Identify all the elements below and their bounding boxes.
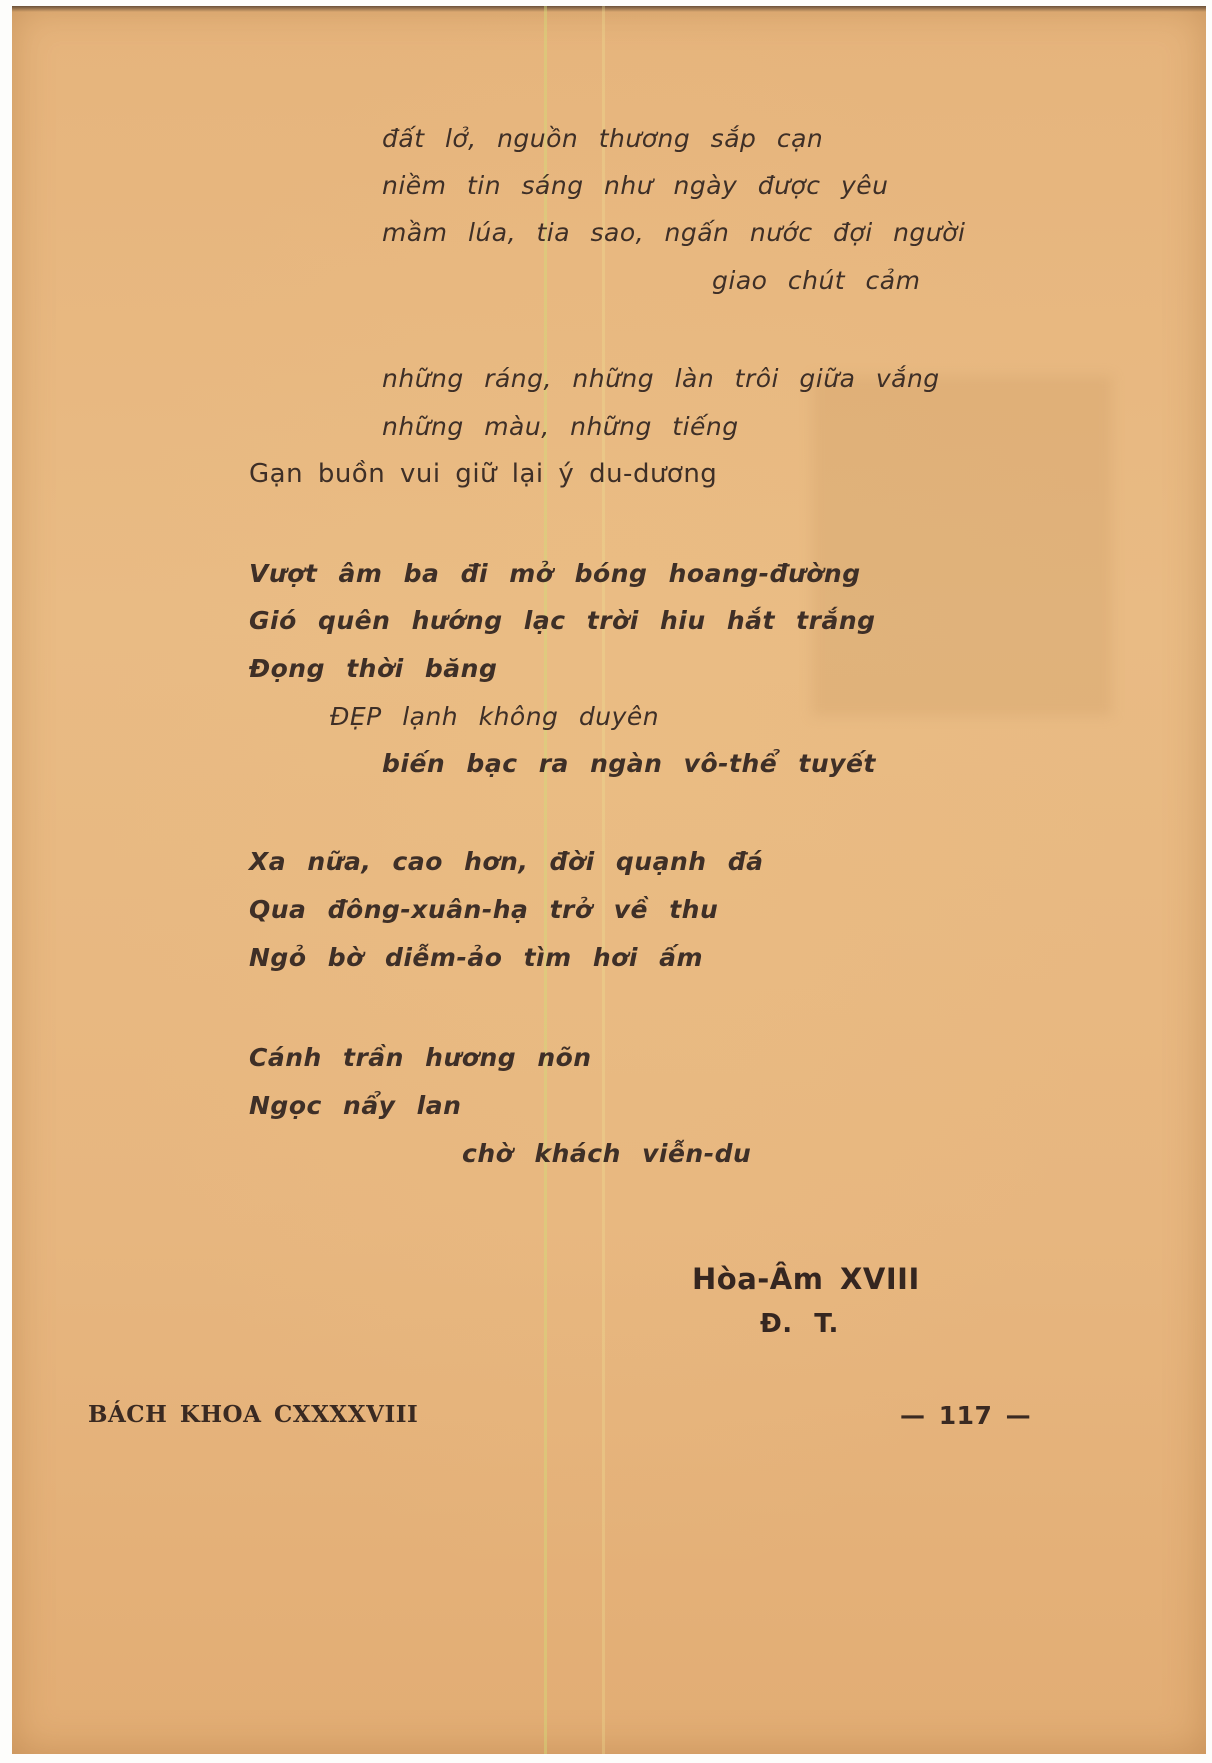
poem-line: Gạn buồn vui giữ lại ý du-dương: [249, 459, 718, 489]
page-crease: [544, 6, 547, 1754]
poem-line: Ngỏ bờ diễm-ảo tìm hơi ấm: [249, 943, 704, 972]
page-crease: [602, 6, 605, 1754]
poem-line: những ráng, những làn trôi giữa vắng: [382, 364, 940, 393]
poem-line: Gió quên hướng lạc trời hiu hắt trắng: [249, 606, 876, 635]
poem-line: đất lở, nguồn thương sắp cạn: [382, 124, 824, 153]
ink-bleed-stain: [812, 376, 1112, 716]
poem-line: Vượt âm ba đi mở bóng hoang-đường: [249, 559, 861, 588]
poem-line: giao chút cảm: [712, 266, 921, 295]
poem-line: những màu, những tiếng: [382, 412, 739, 441]
poem-line: chờ khách viễn-du: [462, 1139, 752, 1168]
poem-line: Ngọc nẩy lan: [249, 1091, 462, 1120]
publication-name: BÁCH KHOA CXXXXVIII: [88, 1401, 419, 1428]
poem-line: ĐẸP lạnh không duyên: [330, 702, 660, 731]
poem-title-signature: Hòa-Âm XVIII: [692, 1262, 920, 1296]
poem-line: Qua đông-xuân-hạ trở về thu: [249, 895, 719, 924]
poem-line: niềm tin sáng như ngày được yêu: [382, 171, 889, 200]
page-number: — 117 —: [900, 1401, 1032, 1430]
poem-line: mầm lúa, tia sao, ngấn nước đợi người: [382, 218, 966, 247]
poem-line: biến bạc ra ngàn vô-thể tuyết: [382, 749, 876, 778]
author-initials: Đ. T.: [760, 1309, 839, 1339]
magazine-page: [12, 6, 1206, 1754]
poem-line: Đọng thời băng: [249, 654, 498, 683]
poem-line: Cánh trần hương nõn: [249, 1043, 592, 1072]
poem-line: Xa nữa, cao hơn, đời quạnh đá: [249, 847, 764, 876]
